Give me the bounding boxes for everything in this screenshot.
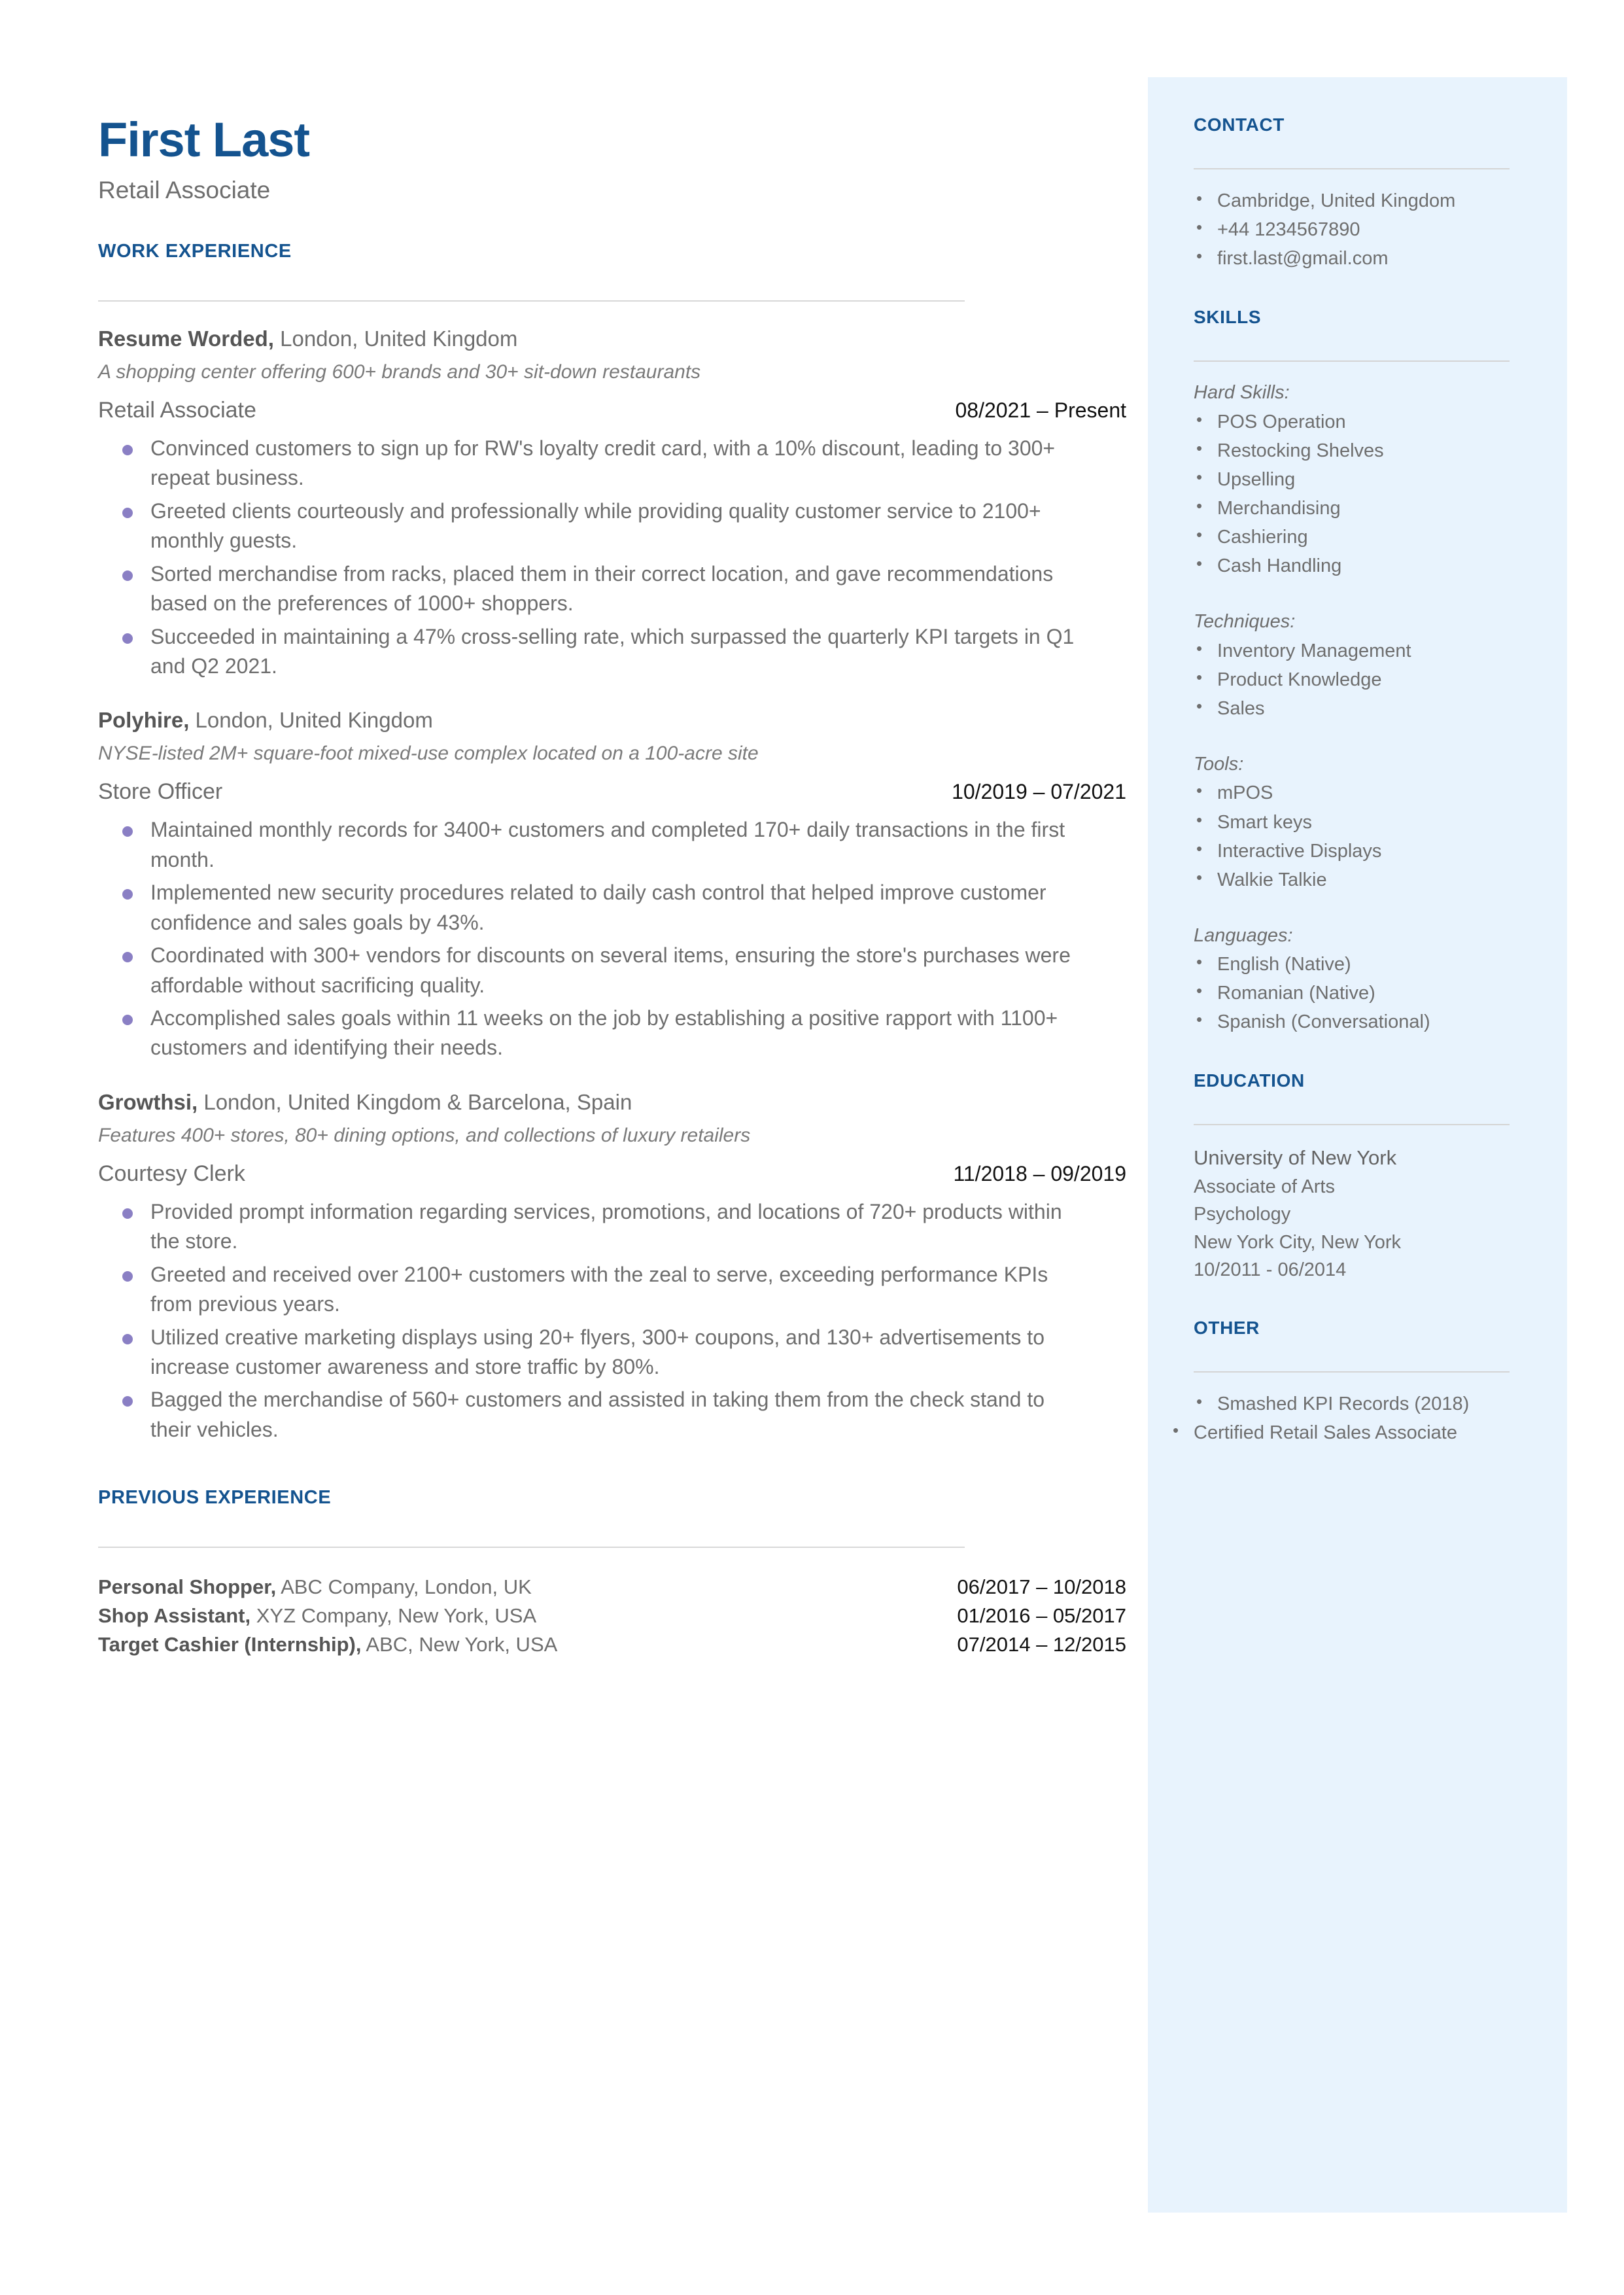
experience-entry bbox=[98, 707, 1126, 1062]
list-item: Implemented new security procedures related to daily cash control that helped improve customer confidence and sales goals by 43%. bbox=[98, 878, 1079, 937]
list-item: • Cash Handling bbox=[1194, 552, 1560, 580]
list-item: Bagged the merchandise of 560+ customers and assisted in taking them from the check stand to their vehicles. bbox=[98, 1385, 1079, 1445]
skill-group-label: Tools: bbox=[1194, 753, 1244, 775]
company-description: A shopping center offering 600+ brands and 30+ sit-down restaurants bbox=[98, 360, 701, 383]
education-field: Psychology bbox=[1194, 1204, 1291, 1225]
skill-group-list bbox=[1194, 950, 1560, 1036]
previous-job-detail: XYZ Company, New York, USA bbox=[251, 1604, 537, 1628]
previous-job-dates: 01/2016 – 05/2017 bbox=[957, 1604, 1126, 1628]
company-description: NYSE-listed 2M+ square-foot mixed-use complex located on a 100-acre site bbox=[98, 743, 759, 765]
company-description: Features 400+ stores, 80+ dining options, and collections of luxury retailers bbox=[98, 1124, 751, 1146]
page-title: First Last bbox=[98, 113, 310, 167]
previous-experience-heading: PREVIOUS EXPERIENCE bbox=[98, 1487, 332, 1509]
list-item: • mPOS bbox=[1194, 779, 1560, 807]
list-item: • Romanian (Native) bbox=[1194, 979, 1560, 1007]
list-item: • Spanish (Conversational) bbox=[1194, 1007, 1560, 1036]
job-title: Store Officer bbox=[98, 779, 223, 805]
skill-group-label: Techniques: bbox=[1194, 611, 1296, 633]
job-bullet-list bbox=[98, 815, 1126, 1063]
company-location: London, United Kingdom bbox=[189, 708, 433, 733]
list-item: • Smashed KPI Records (2018) bbox=[1194, 1390, 1560, 1418]
previous-job-detail: ABC, New York, USA bbox=[361, 1633, 558, 1656]
list-item: Accomplished sales goals within 11 weeks on the job by establishing a positive rapport with 1100+ customers and identifying their needs. bbox=[98, 1004, 1079, 1063]
previous-job-title: Shop Assistant, bbox=[98, 1604, 251, 1628]
list-item: • Smart keys bbox=[1194, 808, 1560, 837]
main-column bbox=[98, 114, 1126, 1659]
role-subtitle: Retail Associate bbox=[98, 176, 271, 203]
work-experience-heading: WORK EXPERIENCE bbox=[98, 241, 292, 262]
job-bullet-list bbox=[98, 434, 1126, 682]
experience-entry bbox=[98, 325, 1126, 681]
skill-group-list bbox=[1194, 408, 1560, 580]
list-item: Maintained monthly records for 3400+ customers and completed 170+ daily transactions in the first month. bbox=[98, 815, 1079, 875]
previous-job-title: Personal Shopper, bbox=[98, 1575, 277, 1599]
job-title: Retail Associate bbox=[98, 397, 256, 423]
other-list bbox=[1194, 1390, 1560, 1447]
job-bullet-list bbox=[98, 1197, 1126, 1445]
list-item: • Cambridge, United Kingdom bbox=[1194, 186, 1560, 215]
list-item: • Interactive Displays bbox=[1194, 837, 1560, 866]
experience-entry bbox=[98, 1089, 1126, 1445]
skill-group-label: Hard Skills: bbox=[1194, 382, 1290, 404]
previous-job-dates: 07/2014 – 12/2015 bbox=[957, 1633, 1126, 1656]
company-line bbox=[98, 1089, 1126, 1117]
skill-group-list bbox=[1194, 637, 1560, 723]
previous-job-detail: ABC Company, London, UK bbox=[276, 1575, 532, 1599]
job-title: Courtesy Clerk bbox=[98, 1161, 245, 1186]
list-item: • Upselling bbox=[1194, 465, 1560, 494]
list-item: • Merchandising bbox=[1194, 494, 1560, 523]
previous-job-row bbox=[98, 1602, 1126, 1630]
list-item: • Certified Retail Sales Associate bbox=[1194, 1418, 1560, 1447]
job-dates: 10/2019 – 07/2021 bbox=[952, 780, 1126, 804]
job-header-row bbox=[98, 398, 1126, 423]
list-item: Sorted merchandise from racks, placed them in their correct location, and gave recommendations based on the preferences of 1000+ shoppers. bbox=[98, 559, 1079, 619]
company-line bbox=[98, 325, 1126, 353]
list-item: Utilized creative marketing displays using 20+ flyers, 300+ coupons, and 130+ advertisements to increase customer awareness and store traffic by 80%. bbox=[98, 1323, 1079, 1382]
company-name: Growthsi, bbox=[98, 1089, 198, 1114]
list-item: • Walkie Talkie bbox=[1194, 866, 1560, 894]
company-name: Resume Worded, bbox=[98, 326, 274, 351]
previous-job-row bbox=[98, 1630, 1126, 1659]
other-heading: OTHER bbox=[1194, 1317, 1260, 1338]
previous-job-label bbox=[98, 1573, 532, 1602]
previous-job-label bbox=[98, 1602, 536, 1630]
education-school: University of New York bbox=[1194, 1146, 1397, 1170]
list-item: Greeted and received over 2100+ customers with the zeal to serve, exceeding performance KPIs from previous years. bbox=[98, 1260, 1079, 1320]
previous-job-label bbox=[98, 1630, 557, 1659]
skills-heading: SKILLS bbox=[1194, 307, 1262, 328]
education-heading: EDUCATION bbox=[1194, 1070, 1305, 1091]
job-dates: 08/2021 – Present bbox=[955, 398, 1126, 422]
education-degree: Associate of Arts bbox=[1194, 1176, 1335, 1198]
list-item: • English (Native) bbox=[1194, 950, 1560, 979]
job-dates: 11/2018 – 09/2019 bbox=[953, 1161, 1126, 1185]
company-name: Polyhire, bbox=[98, 708, 190, 733]
list-item: • Inventory Management bbox=[1194, 637, 1560, 665]
list-item: • Sales bbox=[1194, 694, 1560, 723]
contact-list bbox=[1194, 186, 1560, 273]
list-item: • +44 1234567890 bbox=[1194, 215, 1560, 244]
company-location: London, United Kingdom & Barcelona, Spain bbox=[198, 1089, 632, 1114]
sidebar-content bbox=[1194, 114, 1560, 1447]
list-item: Coordinated with 300+ vendors for discounts on several items, ensuring the store's purchases were affordable without sacrificing quality. bbox=[98, 941, 1079, 1000]
company-location: London, United Kingdom bbox=[273, 326, 518, 351]
previous-job-title: Target Cashier (Internship), bbox=[98, 1633, 362, 1656]
list-item: • first.last@gmail.com bbox=[1194, 244, 1560, 273]
skill-group-label: Languages: bbox=[1194, 924, 1293, 946]
list-item: • POS Operation bbox=[1194, 408, 1560, 436]
list-item: Provided prompt information regarding services, promotions, and locations of 720+ products within the store. bbox=[98, 1197, 1079, 1257]
previous-job-dates: 06/2017 – 10/2018 bbox=[957, 1575, 1126, 1599]
list-item: Succeeded in maintaining a 47% cross-selling rate, which surpassed the quarterly KPI targets in Q1 and Q2 2021. bbox=[98, 622, 1079, 682]
contact-heading: CONTACT bbox=[1194, 114, 1285, 135]
education-dates: 10/2011 - 06/2014 bbox=[1194, 1259, 1347, 1280]
company-line bbox=[98, 707, 1126, 735]
education-location: New York City, New York bbox=[1194, 1231, 1401, 1253]
previous-job-row bbox=[98, 1573, 1126, 1602]
list-item: Convinced customers to sign up for RW's loyalty credit card, with a 10% discount, leading to 300+ repeat business. bbox=[98, 434, 1079, 493]
list-item: • Product Knowledge bbox=[1194, 665, 1560, 694]
list-item: • Cashiering bbox=[1194, 523, 1560, 552]
list-item: • Restocking Shelves bbox=[1194, 436, 1560, 465]
list-item: Greeted clients courteously and professionally while providing quality customer service to 2100+ monthly guests. bbox=[98, 497, 1079, 556]
job-header-row bbox=[98, 779, 1126, 805]
skill-group-list bbox=[1194, 779, 1560, 894]
job-header-row bbox=[98, 1161, 1126, 1187]
